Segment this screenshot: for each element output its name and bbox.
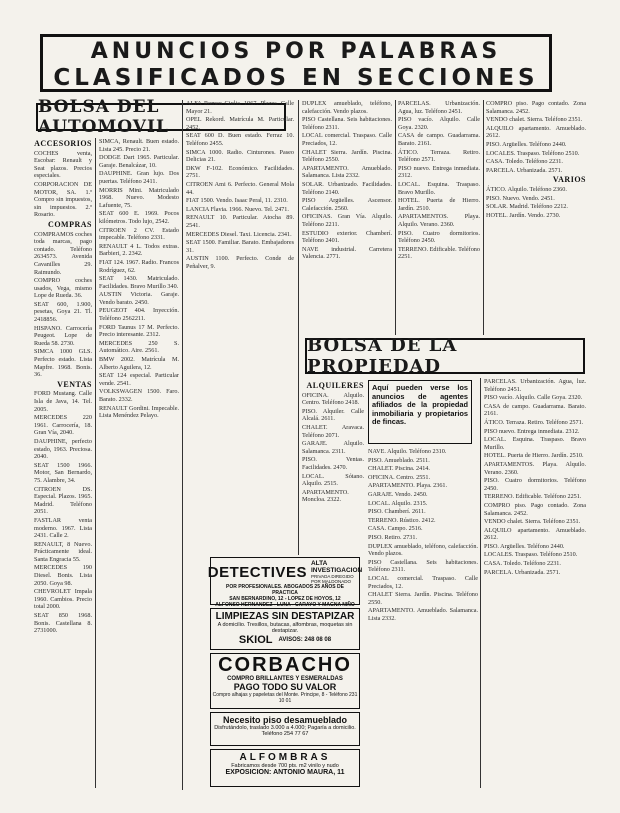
column-3: [186, 100, 294, 555]
ad-item: CITROEN 2 CV. Estado impecable. Teléfono 2331.: [99, 226, 179, 242]
section-ventas: VENTAS: [57, 379, 92, 389]
ad-item: APARTAMENTO. Amueblado. Salamanca. Lista 2332.: [368, 607, 478, 622]
ad-item: SEAT 850 1968. Bonis. Castellana 8. 2731000.: [34, 612, 92, 635]
column-6: [486, 100, 586, 335]
limpiezas-line2: AVISOS: 248 08 08: [278, 637, 332, 643]
piso-ad: [210, 712, 360, 746]
ad-item: ALFA Romeo Giulia. 1967. Plazos. Calle Mayor 21.: [186, 100, 294, 115]
ad-item: LOCAL comercial. Traspaso. Calle Preciados, 12.: [302, 132, 392, 147]
propiedad-notice: [368, 380, 472, 444]
ad-item: HOTEL. Puerta de Hierro. Jardín. 2510.: [398, 197, 480, 212]
column-4: [302, 100, 392, 335]
ad-item: BMW 2002. Matrícula M. Alberto Aguilera, 12.: [99, 356, 179, 371]
ad-item: MERCEDES 190 Diesel. Bonis. Lista 2050. Goya 98.: [34, 564, 92, 587]
ad-item: RENAULT Gordini. Impecable. Lista Menéndez Pelayo.: [99, 404, 179, 420]
column-rule: [95, 138, 96, 788]
ad-item: TERRENO. Edificable. Teléfono 2251.: [398, 245, 480, 261]
ad-item: APARTAMENTO. Moncloa. 2322.: [302, 488, 349, 504]
column-lower: [186, 790, 296, 804]
ad-item: PISO. Alquiler. Calle Alcalá. 2611.: [302, 407, 364, 423]
ad-item: CHEVROLET Impala 1960. Cambios. Precio total 2000.: [34, 588, 92, 611]
piso-line1: Disfrutándolo, traslado 3.000 a 4.000; Pagaría a domicilio. Teléfono 254 77 67: [214, 725, 356, 737]
ad-item: CASA. Toledo. Teléfono 2231.: [486, 158, 563, 166]
ad-item: COCHES venta, Escobar: Renault y Seat plazos. Precios especiales.: [34, 149, 92, 180]
propiedad-banner: [305, 335, 585, 377]
ad-item: SEAT 1500. Familiar. Barato. Embajadores 31.: [186, 239, 294, 254]
ad-item: HOTEL. Puerta de Hierro. Jardín. 2510.: [484, 452, 584, 460]
ad-item: CHALET. Aravaca. Teléfono 2071.: [302, 423, 364, 439]
ad-item: LOCAL. Sótano. Alquilo. 2515.: [302, 472, 364, 488]
ad-item: VENDO chalet. Sierra. Teléfono 2351.: [484, 518, 581, 526]
ad-item: CASA. Campo. 2516.: [368, 525, 423, 533]
propiedad-banner-text: BOLSA DE LA PROPIEDAD: [307, 335, 458, 377]
ad-item: OFICINAS. Gran Vía. Alquilo. Teléfono 2211.: [302, 213, 392, 228]
corbacho-line3: Compro alhajas y papeletas del Monte. Principe, 8 - Teléfono 231 10 01: [212, 692, 358, 704]
alfombras-title: ALFOMBRAS: [239, 752, 331, 763]
ad-item: LOCAL comercial. Traspaso. Calle Preciados, 12.: [368, 574, 478, 590]
ad-item: DKW F-102. Económico. Facilidades. 2751.: [186, 164, 294, 180]
ad-item: ESTUDIO exterior. Chamberí. Teléfono 2401.: [302, 229, 392, 245]
ad-item: PARCELA. Urbanizada. 2571.: [486, 166, 563, 174]
ad-item: SOLAR. Urbanizado. Facilidades. Teléfono 2140.: [302, 180, 392, 196]
ad-item: CHALET Sierra. Jardín. Piscina. Teléfono 2550.: [368, 591, 478, 606]
ad-item: COMPRO coches usados, Vega, mismo Lope de Rueda. 36.: [34, 277, 92, 300]
ad-item: PISO nuevo. Entrega inmediata. 2312.: [484, 427, 580, 435]
ad-item: PISO. Retiro. 2731.: [368, 533, 417, 541]
ad-item: MERCEDES 220 1961. Carrocería, 18. Gran Vía, 2040.: [34, 414, 92, 437]
column-rule: [483, 100, 484, 335]
ad-item: HISPANO. Carrocería Peugeot. Lope de Rueda 58. 2730.: [34, 324, 92, 347]
column-8: [484, 378, 586, 788]
ad-item: SIMCA, Renault. Buen estado. Lista 245. Precio 21.: [99, 138, 179, 153]
ad-item: DUPLEX amueblado, teléfono, calefacción. Vendo plazos.: [368, 542, 478, 558]
automovil-banner-text: BOLSA DEL AUTOMOVIL: [38, 97, 169, 137]
ad-item: PISO. Argüelles. Teléfono 2440.: [484, 542, 565, 550]
ad-item: RENAULT 4 L. Todos extras. Barbieri, 2. 2342.: [99, 242, 179, 258]
ad-item: CITROEN DS. Especial. Plazos. 1965. Madrid. Teléfono 2051.: [34, 485, 92, 516]
ad-item: PISO Castellana. Seis habitaciones. Teléfono 2311.: [368, 558, 478, 574]
skiol-brand: SKIOL: [238, 634, 273, 646]
ad-item: COMPRO piso. Pago contado. Zona Salamanca. 2452.: [484, 501, 586, 517]
ad-item: SEAT 1500 1966. Motor, San Bernardo, 75. Alambre, 34.: [34, 461, 92, 484]
column-7: [368, 448, 478, 788]
propiedad-notice-text: Aquí pueden verse los anuncios de agentes afiliados de la propiedad inmobiliaria y propietarios de fincas.: [372, 383, 468, 427]
ad-item: VENDO chalet. Sierra. Teléfono 2351.: [486, 116, 583, 124]
column-rule: [182, 100, 183, 790]
ad-item: PISO vacío. Alquilo. Calle Goya. 2320.: [484, 394, 583, 402]
column-alquileres: [302, 380, 364, 555]
ad-item: PISO. Argüelles. Teléfono 2440.: [486, 140, 567, 148]
ad-item: AUSTIN Victoria. Garaje. Vendo barato. 2450.: [99, 291, 179, 306]
ad-item: OPEL Rekord. Matrícula M. Particular. 2452.: [186, 116, 294, 131]
detectives-line1: POR PROFESIONALES. ABOGADOS 25 AÑOS DE PRACTICA: [226, 584, 344, 596]
ad-item: PEUGEOT 404. Inyección. Teléfono 2562211.: [99, 307, 179, 323]
ad-item: LOCALES. Traspaso. Teléfono 2510.: [486, 149, 580, 157]
ad-item: CHALET Sierra. Jardín. Piscina. Teléfono 2550.: [302, 148, 392, 164]
ad-item: SIMCA 1000 GLS. Perfecto estado. Lista Mapfre. 1968. Bonis. 36.: [34, 348, 92, 379]
section-accesorios: ACCESORIOS: [34, 139, 92, 148]
column-rule: [480, 378, 481, 788]
ad-item: PARCELAS. Urbanización. Agua, luz. Teléfono 2451.: [398, 100, 480, 115]
column-rule: [298, 100, 299, 555]
piso-title: Necesito piso desamueblado: [222, 715, 348, 725]
ad-item: GARAJE. Alquilo. Salamanca. 2311.: [302, 440, 364, 455]
ad-item: LOCAL. Esquina. Traspaso. Bravo Murillo.: [484, 436, 586, 451]
ad-item: LOCAL. Esquina. Traspaso. Bravo Murillo.: [398, 180, 480, 196]
section-varios: VARIOS: [552, 175, 586, 185]
ad-item: MORRIS Mini. Matriculado 1968. Nuevo. Modesto Lafuente, 75.: [99, 186, 179, 209]
ad-item: ÁTICO. Terraza. Retiro. Teléfono 2571.: [484, 418, 584, 426]
classified-header: [40, 34, 552, 92]
ad-item: LOCAL. Alquilo. 2315.: [368, 499, 428, 507]
ad-item: PISO Argüelles. Ascensor. Calefacción. 2560.: [302, 197, 392, 212]
detectives-line3: ALFONSO HERNANDEZ - LUNA - CARAYO Y MAGNA NIÑO: [215, 602, 355, 608]
detectives-ad: [207, 557, 363, 608]
ad-item: PISO. Cuatro dormitorios. Teléfono 2450.: [398, 229, 480, 245]
ad-item: PARCELA. Urbanizada. 2571.: [484, 568, 561, 576]
corbacho-ad: [210, 653, 360, 709]
ad-item: CASA de campo. Guadarrama. Barato. 2161.: [398, 132, 480, 147]
ad-item: DUPLEX amueblado, teléfono, calefacción. Vendo plazos.: [302, 100, 392, 115]
ad-item: PISO Castellana. Seis habitaciones. Teléfono 2311.: [302, 116, 392, 131]
ad-item: RENAULT, 8 Nuevo. Prácticamente ideal. Santa Engracia 55.: [34, 540, 92, 563]
column-rule: [395, 100, 396, 335]
ad-item: MERCEDES 250 S. Automático. Aire. 2561.: [99, 339, 179, 355]
ad-item: ALQUILO apartamento. Amueblado. 2612.: [484, 526, 586, 542]
ad-item: FIAT 124. 1967. Radio. Francos Rodríguez, 62.: [99, 258, 179, 274]
ad-item: SEAT 1430. Matriculado. Facilidades. Bravo Murillo 340.: [99, 275, 179, 290]
ad-item: LANCIA Flavia. 1966. Nuevo. Tel. 2471.: [186, 205, 289, 213]
ad-item: DODGE Dart 1965. Particular. Garaje. Benalcázar, 10.: [99, 154, 179, 169]
corbacho-title: CORBACHO: [218, 654, 352, 676]
ad-item: DAUPHINE. Gran lujo. Dos puertas. Teléfono 2411.: [99, 170, 179, 185]
ad-item: ÁTICO. Alquilo. Teléfono 2360.: [486, 185, 567, 193]
ad-item: APARTAMENTOS. Playa. Alquilo. Verano. 2360.: [484, 460, 586, 476]
ad-item: SOLAR. Madrid. Teléfono 2212.: [486, 203, 568, 211]
ad-item: APARTAMENTO. Playa. 2361.: [368, 482, 448, 490]
detectives-title: DETECTIVES: [207, 563, 307, 581]
ad-item: AUSTIN 1100. Perfecto. Conde de Peñalver, 9.: [186, 255, 294, 270]
detectives-line2: SAN BERNARDINO, 12 - LOPEZ DE HOYOS, 12: [229, 596, 341, 602]
ad-item: TERRENO. Edificable. Teléfono 2251.: [484, 493, 582, 501]
column-5: [398, 100, 480, 335]
detectives-sub2: PRIVADA DIREGIDO POR MALDONADO: [310, 574, 354, 584]
ad-item: CASA. Toledo. Teléfono 2231.: [484, 560, 561, 568]
ad-item: PISO. Nuevo. Vendo. 2451.: [486, 194, 555, 202]
header-line-1: ANUNCIOS POR PALABRAS: [90, 39, 502, 64]
ad-item: PISO. Chamberí. 2611.: [368, 508, 426, 516]
column-2: [99, 138, 179, 790]
ad-item: SIMCA 1000. Radio. Cinturones. Paseo Delicias 21.: [186, 148, 294, 164]
ad-item: HOTEL. Jardín. Vendo. 2730.: [486, 211, 561, 219]
ad-item: VOLKSWAGEN 1500. Faro. Barato. 2332.: [99, 388, 179, 403]
ad-item: GARAJE. Vendo. 2450.: [368, 490, 428, 498]
ad-item: SEAT 600, 1.900, pesetas, Goya 21. Tl. 2418856.: [34, 300, 92, 324]
ad-item: COMPRAMOS coches toda marcas, pago contado. Teléfono 2634573. Avenida Cavanilles 29. Raimundo.: [34, 230, 92, 276]
ad-item: PARCELAS. Urbanización. Agua, luz. Teléfono 2451.: [484, 378, 586, 393]
ad-item: LOCALES. Traspaso. Teléfono 2510.: [484, 551, 578, 559]
alfombras-ad: [210, 749, 360, 787]
limpiezas-line1: A domicilio. Tresillos, butacas, alfombras, moquetas sin destapizar.: [217, 622, 353, 634]
ad-item: FIAT 1500. Vendo. Isaac Peral, 11. 2310.: [186, 197, 288, 205]
ad-item: PISO vacío. Alquilo. Calle Goya. 2320.: [398, 116, 480, 131]
ad-item: PISO nuevo. Entrega inmediata. 2312.: [398, 164, 480, 180]
ad-item: SEAT 600 E. 1969. Pocos kilómetros. Todo lujo, 2542.: [99, 210, 179, 225]
ad-item: CASA de campo. Guadarrama. Barato. 2161.: [484, 402, 586, 418]
ad-item: TERRENO. Rústico. 2412.: [368, 516, 436, 524]
ad-item: APARTAMENTOS. Playa. Alquilo. Verano. 2360.: [398, 213, 480, 228]
ad-item: ÁTICO. Terraza. Retiro. Teléfono 2571.: [398, 148, 480, 164]
ad-item: FASTLAR venta moderno. 1967. Lista 2431. Calle 2.: [34, 516, 92, 540]
ad-item: CITROEN Ami 6. Perfecto. General Mola 44.: [186, 180, 294, 196]
ad-item: FORD Mustang. Calle Isla de Java, 14. Tel. 2005.: [34, 390, 92, 413]
limpiezas-title: LIMPIEZAS SIN DESTAPIZAR: [215, 611, 355, 622]
ad-item: APARTAMENTO. Amueblado. Salamanca. Lista 2332.: [302, 164, 392, 180]
ad-item: MERCEDES Diesel. Taxi. Licencia. 2341.: [186, 230, 292, 238]
section-compras: COMPRAS: [48, 219, 92, 229]
ad-item: OFICINA. Alquilo. Centro. Teléfono 2418.: [302, 391, 364, 407]
column-1: [34, 138, 92, 790]
ad-item: RENAULT 10. Particular. Atocha 89. 2541.: [186, 214, 294, 229]
header-line-2: CLASIFICADOS EN SECCIONES: [53, 65, 539, 91]
ad-item: CORPORACION DE MOTOR, SA. 1.º Compro sin impuestos, sin impuestos. 2.º Rosario.: [34, 180, 92, 219]
limpiezas-ad: [210, 608, 360, 650]
detectives-sub1: ALTA INVESTIGACION: [310, 560, 363, 574]
ad-item: OFICINA. Centro. 2551.: [368, 473, 431, 481]
ad-item: PISO. Ventas. Facilidades. 2470.: [302, 456, 364, 471]
ad-item: SEAT 600 D. Buen estado. Ferraz 10. Teléfono 2455.: [186, 132, 294, 147]
ad-item: CHALET. Piscina. 2414.: [368, 465, 430, 473]
ad-item: NAVE. Alquilo. Teléfono 2310.: [368, 448, 447, 455]
ad-item: SEAT 124 especial. Particular vende. 2541.: [99, 372, 179, 387]
ad-item: PISO. Cuatro dormitorios. Teléfono 2450.: [484, 477, 586, 492]
ad-item: FORD Taunus 17 M. Perfecto. Precio interesante. 2312.: [99, 323, 179, 339]
section-alquileres: ALQUILERES: [306, 381, 364, 390]
corbacho-line1: COMPRO BRILLANTES Y ESMERALDAS: [227, 676, 343, 682]
ad-item: PISO. Amueblado. 2511.: [368, 456, 430, 464]
ad-item: ALQUILO apartamento. Amueblado. 2612.: [486, 124, 586, 140]
alfombras-line2: EXPOSICION: ANTONIO MAURA, 11: [225, 769, 345, 776]
alfombras-line1: Fabricamos desde 700 pts. m2 vinilo y nudo: [231, 763, 339, 769]
ad-item: COMPRO piso. Pago contado. Zona Salamanca. 2452.: [486, 100, 586, 115]
corbacho-line2: PAGO TODO SU VALOR: [233, 682, 337, 692]
ad-item: DAUPHINE, perfecto estado, 1963. Preciosa. 2040.: [34, 437, 92, 461]
ad-item: NAVE industrial. Carretera Valencia. 2771.: [302, 245, 392, 261]
